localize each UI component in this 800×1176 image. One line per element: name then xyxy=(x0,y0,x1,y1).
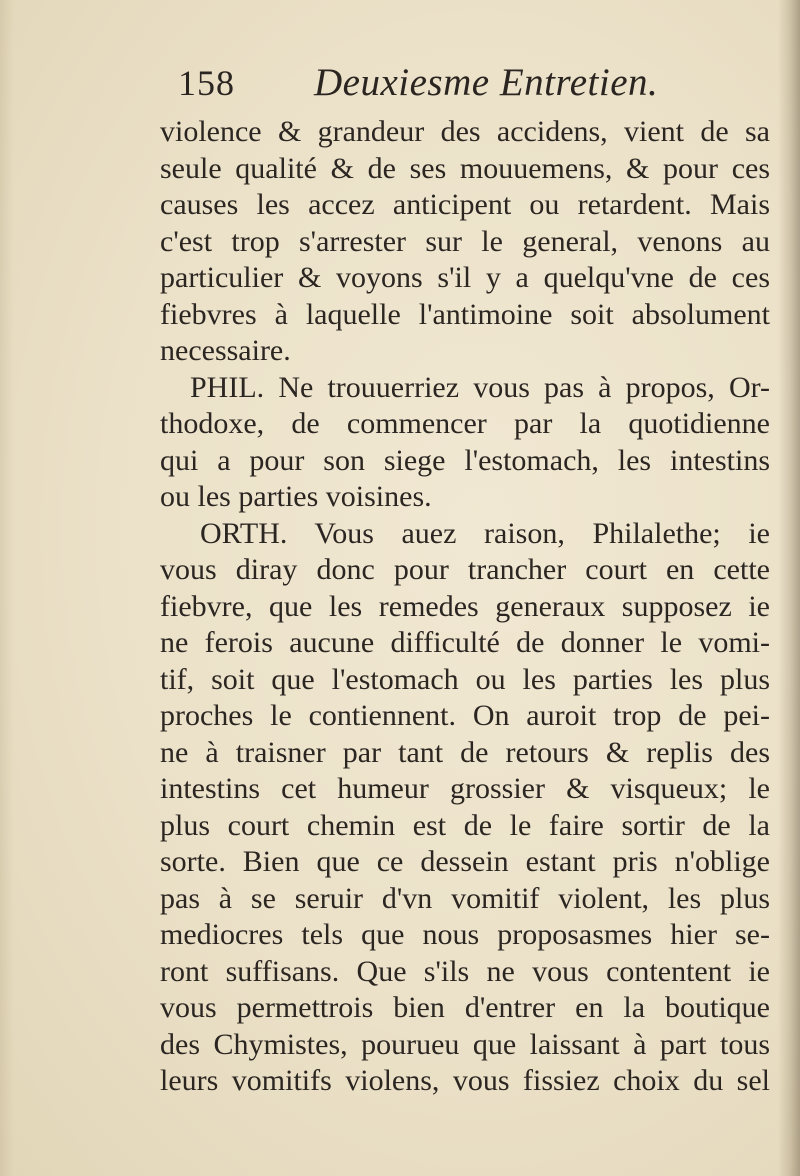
text-line: necessaire. xyxy=(160,334,291,367)
text-line: tif, soit que l'estomach ou les parties les plus xyxy=(160,662,770,696)
text-line: intestins cet humeur grossier & visqueux; le xyxy=(160,772,770,805)
text-line: ou les parties voisines. xyxy=(160,480,432,513)
page-left-shadow xyxy=(0,0,14,1176)
running-head: Deuxiesme Entretien. xyxy=(314,61,659,104)
text-line: mediocres tels que nous proposasmes hier se- xyxy=(160,918,770,951)
page-number: 158 xyxy=(178,63,235,103)
text-line: pas à se seruir d'vn vomitif violent, les plus xyxy=(160,881,770,915)
text-line: vous permettrois bien d'entrer en la boutique xyxy=(160,991,770,1024)
page-gutter-shadow xyxy=(778,0,800,1176)
text-line: seule qualité & de ses mouuemens, & pour ces xyxy=(160,151,770,185)
text-line: ront suffisans. Que s'ils ne vous contentent ie xyxy=(160,954,770,988)
text-line: fiebvre, que les remedes generaux supposez ie xyxy=(160,589,770,623)
text-line: vous diray donc pour trancher court en cette xyxy=(160,553,770,586)
text-line: ne à traisner par tant de retours & replis des xyxy=(160,735,770,769)
text-line: causes les accez anticipent ou retardent. Mais xyxy=(160,188,770,221)
text-line: leurs vomitifs violens, vous fissiez choix du sel xyxy=(160,1064,770,1097)
speaker-line-orth: ORTH. Vous auez raison, Philalethe; ie xyxy=(200,516,770,550)
text-line: violence & grandeur des accidens, vient de sa xyxy=(160,115,770,148)
text-line: particulier & voyons s'il y a quelqu'vne de ces xyxy=(160,261,770,294)
body-text xyxy=(160,114,770,1100)
page-header xyxy=(178,62,758,112)
text-line: fiebvres à laquelle l'antimoine soit absolument xyxy=(160,297,770,331)
text-line: qui a pour son siege l'estomach, les intestins xyxy=(160,443,770,477)
text-line: plus court chemin est de le faire sortir de la xyxy=(160,808,770,842)
text-line: thodoxe, de commencer par la quotidienne xyxy=(160,407,770,440)
text-line: sorte. Bien que ce dessein estant pris n'oblige xyxy=(160,845,770,878)
text-line: c'est trop s'arrester sur le general, venons au xyxy=(160,224,770,258)
text-line: ne ferois aucune difficulté de donner le vomi- xyxy=(160,626,770,659)
text-line: des Chymistes, pourueu que laissant à part tous xyxy=(160,1027,770,1061)
speaker-line-phil: PHIL. Ne trouuerriez vous pas à propos, Or- xyxy=(190,370,770,404)
text-line: proches le contiennent. On auroit trop de pei- xyxy=(160,699,770,732)
